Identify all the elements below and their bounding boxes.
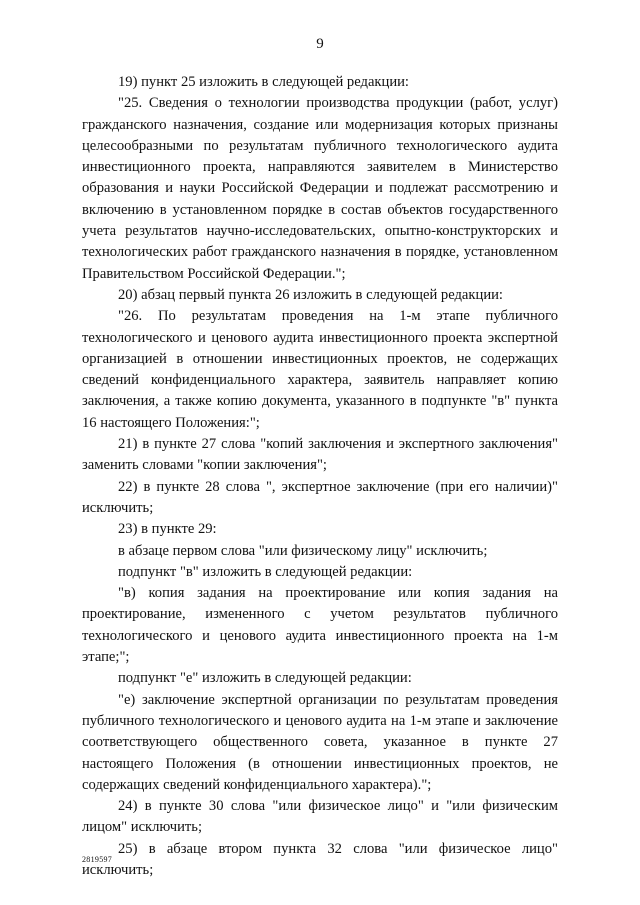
paragraph-item-20: 20) абзац первый пункта 26 изложить в следующей редакции: — [118, 286, 503, 303]
paragraph-item-23-subpoint-e: подпункт "е" изложить в следующей редакции: — [118, 670, 412, 687]
paragraph-item-25: 25) в абзаце втором пункта 32 слова "или физическое лицо" исключить; — [82, 840, 558, 878]
paragraph-subpoint-v-text: "в) копия задания на проектирование или копия задания на проектирование, измененного с учетом результатов публичного технологического и ценового аудита инвестиционного проекта на 1-м этапе;"; — [82, 585, 558, 666]
paragraph-point-26-text: "26. По результатам проведения на 1-м этапе публичного технологического и ценового аудита инвестиционного проекта экспертной организацией в отношении инвестиционных проектов, не содержащих сведений конфиденциального характера, заявитель направляет копию заключения, а также копию документа, указанного в подпункте "в" пункта 16 настоящего Положения:"; — [82, 308, 558, 431]
paragraph-item-24: 24) в пункте 30 слова "или физическое лицо" и "или физическим лицом" исключить; — [82, 798, 558, 836]
paragraph-item-23-first: в абзаце первом слова "или физическому лицу" исключить; — [118, 542, 488, 559]
paragraph-item-23: 23) в пункте 29: — [118, 521, 217, 538]
paragraph-item-21: 21) в пункте 27 слова "копий заключения и экспертного заключения" заменить словами "копии заключения"; — [82, 436, 558, 474]
paragraph-point-25-text: "25. Сведения о технологии производства продукции (работ, услуг) гражданского назначения, создание или модернизация которых признаны целесообразными по результатам публичного технологического аудита инвестиционного проекта, направляются заявителем в Министерство образования и науки Российской Федерации и подлежат рассмотрению и включению в установленном порядке в состав объектов государственного учета результатов научно-исследовательских, опытно-конструкторских и технологических работ гражданского назначения в порядке, установленном Правительством Российской Федерации."; — [82, 95, 558, 282]
paragraph-item-23-subpoint-v: подпункт "в" изложить в следующей редакции: — [118, 563, 413, 580]
document-body — [82, 72, 558, 881]
paragraph-item-22: 22) в пункте 28 слова ", экспертное заключение (при его наличии)" исключить; — [82, 478, 558, 516]
page-number: 9 — [316, 36, 324, 52]
document-code: 2819597 — [82, 855, 113, 864]
paragraph-item-19: 19) пункт 25 изложить в следующей редакции: — [118, 74, 409, 90]
paragraph-subpoint-e-text: "е) заключение экспертной организации по результатам проведения публичного технологического и ценового аудита на 1-м этапе и заключение соответствующего общественного совета, указанное в пункте 27 настоящего Положения (в отношении инвестиционных проектов, не содержащих сведений конфиденциального характера)."; — [82, 691, 558, 793]
